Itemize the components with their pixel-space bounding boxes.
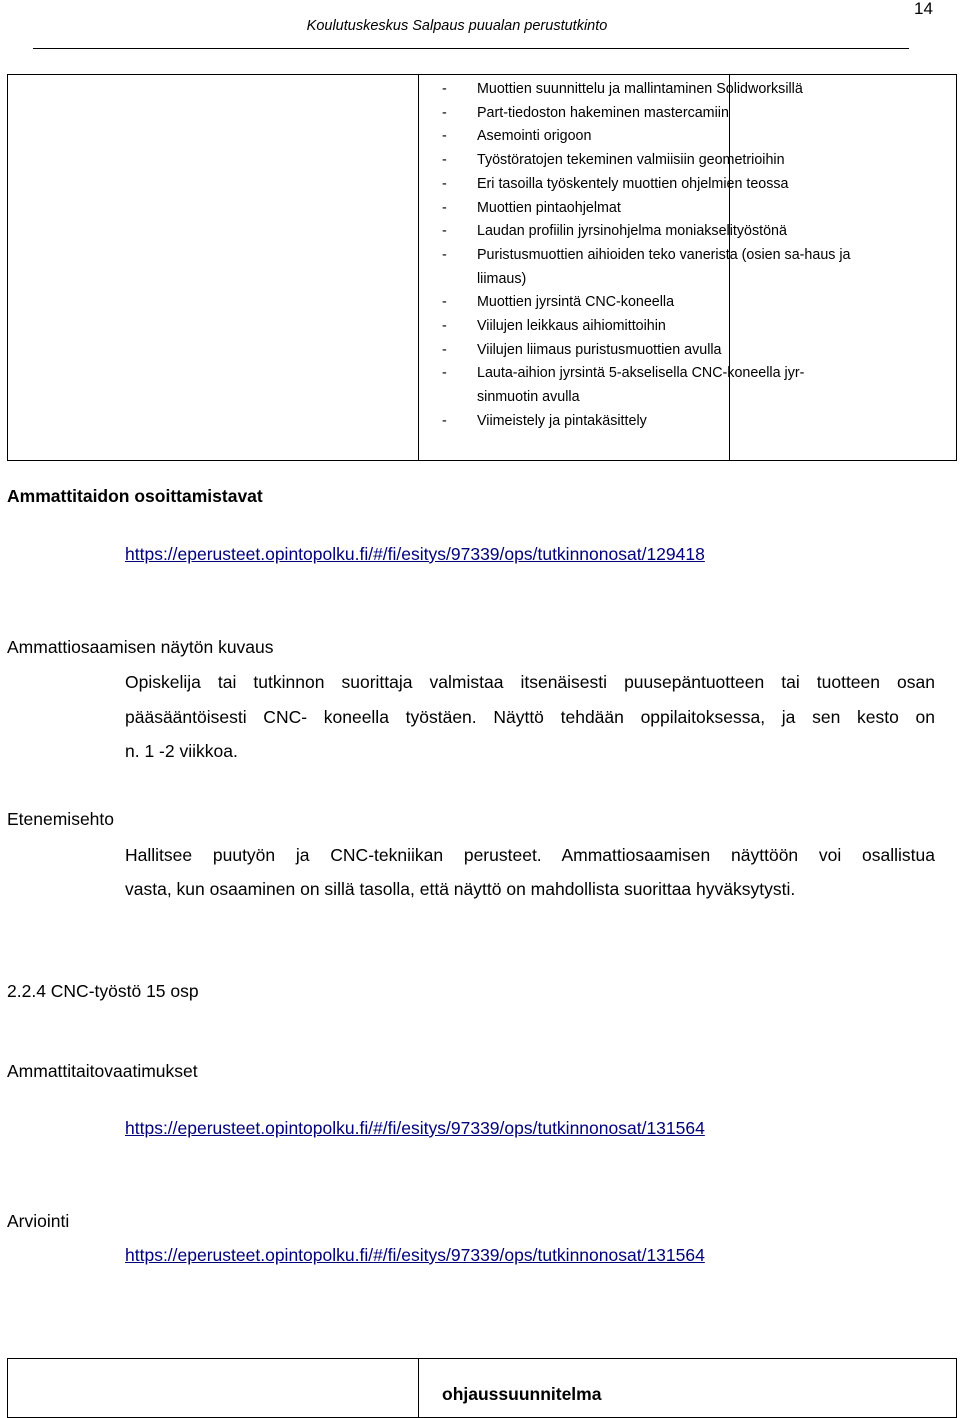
prerequisite-line: vasta, kun osaaminen on sillä tasolla, että näyttö on mahdollista suorittaa hyväksytysti. xyxy=(125,879,796,899)
running-header: Koulutuskeskus Salpaus puualan perustutkinto xyxy=(306,18,608,34)
table-column-divider xyxy=(418,74,419,461)
guidance-plan-label: ohjaussuunnitelma xyxy=(442,1384,602,1404)
list-item: - Muottien pintaohjelmat xyxy=(442,199,621,216)
list-item: - Viilujen leikkaus aihiomittoihin xyxy=(442,318,666,335)
work-tasks-list xyxy=(442,78,860,434)
list-item: - Puristusmuottien aihioiden teko vanerista (osien sa-haus ja liimaus) xyxy=(442,246,851,287)
list-item: - Työstöratojen tekeminen valmiisiin geometrioihin xyxy=(442,152,785,169)
list-item: - Part-tiedoston hakeminen mastercamiin xyxy=(442,104,729,121)
assessment-link[interactable]: https://eperusteet.opintopolku.fi/#/fi/esitys/97339/ops/tutkinnonosat/131564 xyxy=(125,1245,705,1265)
list-item: - Eri tasoilla työskentely muottien ohjelmien teossa xyxy=(442,175,789,192)
prerequisite-heading: Etenemisehto xyxy=(7,809,115,829)
demonstration-description-line: pääsääntöisesti CNC- koneella työstäen. Näyttö tehdään oppilaitoksessa, ja sen kesto on xyxy=(125,707,935,727)
list-item: - Muottien suunnittelu ja mallintaminen Solidworksillä xyxy=(442,81,803,97)
demonstration-methods-heading: Ammattitaidon osoittamistavat xyxy=(7,486,263,506)
list-item: - Laudan profiilin jyrsinohjelma moniakselityöstönä xyxy=(442,223,787,240)
list-item: - Muottien jyrsintä CNC-koneella xyxy=(442,294,675,311)
demonstration-description-line: n. 1 -2 viikkoa. xyxy=(125,741,238,761)
list-item: - Viilujen liimaus puristusmuottien avulla xyxy=(442,341,722,358)
prerequisite-line: Hallitsee puutyön ja CNC-tekniikan perusteet. Ammattiosaamisen näyttöön voi osallistua xyxy=(125,845,935,865)
table-column-divider xyxy=(418,1358,419,1418)
requirements-link[interactable]: https://eperusteet.opintopolku.fi/#/fi/esitys/97339/ops/tutkinnonosat/131564 xyxy=(125,1118,705,1138)
demonstration-methods-link[interactable]: https://eperusteet.opintopolku.fi/#/fi/esitys/97339/ops/tutkinnonosat/129418 xyxy=(125,544,705,564)
requirements-heading: Ammattitaitovaatimukset xyxy=(7,1061,198,1081)
list-item: - Viimeistely ja pintakäsittely xyxy=(442,412,647,429)
module-heading: 2.2.4 CNC-työstö 15 osp xyxy=(7,981,199,1001)
list-item: - Asemointi origoon xyxy=(442,128,592,145)
assessment-heading: Arviointi xyxy=(7,1211,70,1231)
page-number: 14 xyxy=(914,0,933,18)
header-divider xyxy=(33,48,909,49)
demonstration-description-heading: Ammattiosaamisen näytön kuvaus xyxy=(7,637,274,657)
demonstration-description-line: Opiskelija tai tutkinnon suorittaja valmistaa itsenäisesti puusepäntuotteen tai tuotteen osan xyxy=(125,672,935,692)
list-item: - Lauta-aihion jyrsintä 5-akselisella CNC-koneella jyr-sinmuotin avulla xyxy=(442,365,805,406)
